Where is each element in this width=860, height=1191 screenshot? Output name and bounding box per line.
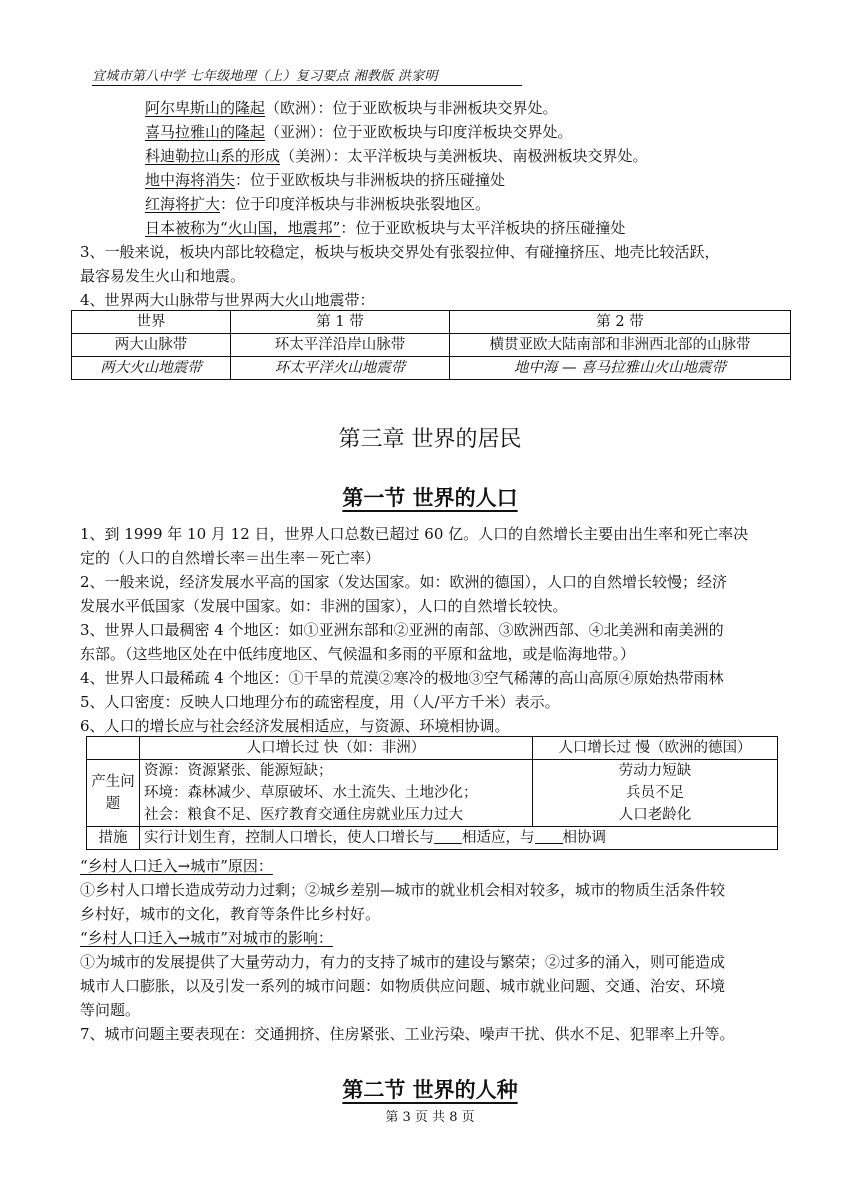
- plate-item: [145, 192, 490, 216]
- plate-term: 科迪勒拉山系的形成: [145, 147, 281, 165]
- blank-line: [535, 829, 563, 844]
- table-row: [87, 827, 778, 850]
- plate-item: [145, 144, 648, 168]
- plate-term: 日本被称为“火山国，地震邦”: [145, 219, 341, 237]
- plate-item: [145, 120, 573, 144]
- table-row: [72, 334, 791, 357]
- list-item: 社会：粮食不足、医疗教育交通住房就业压力过大: [144, 807, 463, 823]
- measure-text: 实行计划生育，控制人口增长，使人口增长与: [144, 830, 434, 846]
- migration-line: ①乡村人口增长造成劳动力过剩；②城乡差别—城市的就业机会相对较多，城市的物质生活条件较: [80, 881, 726, 899]
- table-cell: 环太平洋沿岸山脉带: [231, 334, 450, 357]
- plate-item: [145, 216, 625, 240]
- table-header-cell: 世界: [72, 311, 231, 334]
- plate-term: 地中海将消失: [145, 171, 236, 189]
- plate-desc: ：位于印度洋板块与非洲板块张裂地区。: [220, 195, 491, 213]
- measure-text: 相协调: [562, 830, 606, 846]
- blank-line: [434, 829, 462, 844]
- pop-line: 2、一般来说，经济发展水平高的国家（发达国家。如：欧洲的德国），人口的自然增长较慢；经济: [80, 573, 728, 591]
- growth-table: [86, 736, 778, 850]
- pop-line: 5、人口密度：反映人口地理分布的疏密程度，用（人/平方千米）表示。: [80, 693, 560, 711]
- section-title: 第一节 世界的人口: [342, 485, 518, 510]
- plate-term: 红海将扩大: [145, 195, 221, 213]
- table-header-cell: 人口增长过 慢（欧洲的德国）: [533, 737, 778, 760]
- chapter-title: 第三章 世界的居民: [338, 427, 522, 452]
- migration-line: 等问题。: [80, 1001, 141, 1019]
- page-header: 宜城市第八中学 七年级地理（上）复习要点 湘教版 洪家明: [92, 65, 522, 86]
- pop-line: 1、到 1999 年 10 月 12 日，世界人口总数已超过 60 亿。人口的自然增长主要由出生率和死亡率决: [80, 525, 749, 543]
- pop-line: 4、世界人口最稀疏 4 个地区：①干旱的荒漠②寒冷的极地③空气稀薄的高山高原④原始热带雨林: [80, 669, 724, 687]
- list-item: 劳动力短缺: [618, 763, 692, 779]
- table-row: [87, 760, 778, 827]
- table-row-label: 措施: [87, 827, 140, 850]
- pop-line: 东部。（这些地区处在中低纬度地区、气候温和多雨的平原和盆地，或是临海地带。）: [80, 645, 636, 663]
- plate-item: [145, 96, 558, 120]
- table-cell: 地中海 — 喜马拉雅山火山地震带: [450, 357, 791, 380]
- paragraph-4: 4、世界两大山脉带与世界两大火山地震带：: [80, 291, 375, 309]
- belt-table: [71, 310, 791, 380]
- paragraph-3-line2: 最容易发生火山和地震。: [80, 267, 246, 285]
- plate-desc: ：位于亚欧板块与非洲板块的挤压碰撞处: [235, 171, 506, 189]
- pop-line: 3、世界人口最稠密 4 个地区：如①亚洲东部和②亚洲的南部、③欧洲西部、④北美洲和南美洲的: [80, 621, 724, 639]
- list-item: 资源：资源紧张、能源短缺；: [144, 763, 333, 779]
- paragraph-3-line1: 3、一般来说，板块内部比较稳定，板块与板块交界处有张裂拉伸、有碰撞挤压、地壳比较活跃，: [80, 243, 720, 261]
- plate-term: 喜马拉雅山的隆起: [145, 123, 266, 141]
- pop-line: 6、人口的增长应与社会经济发展相适应，与资源、环境相协调。: [80, 717, 510, 735]
- list-item: 人口老龄化: [618, 807, 692, 823]
- table-cell: [533, 760, 778, 827]
- table-cell: 两大火山地震带: [72, 357, 231, 380]
- section-title: 第二节 世界的人种: [342, 1077, 518, 1102]
- table-cell: [140, 827, 778, 850]
- plate-desc: （亚洲）：位于亚欧板块与印度洋板块交界处。: [265, 123, 573, 141]
- pop-line: 定的（人口的自然增长率＝出生率－死亡率）: [80, 549, 381, 567]
- table-row: [87, 737, 778, 760]
- migration-heading: “乡村人口迁入→城市”原因：: [80, 857, 273, 875]
- migration-line: 7、城市问题主要表现在：交通拥挤、住房紧张、工业污染、噪声干扰、供水不足、犯罪率上升等。: [80, 1025, 735, 1043]
- table-row: [72, 357, 791, 380]
- plate-desc: （美洲）：太平洋板块与美洲板块、南极洲板块交界处。: [280, 147, 648, 165]
- table-header-cell: 人口增长过 快（如：非洲）: [140, 737, 533, 760]
- table-cell: [87, 737, 140, 760]
- table-row: [72, 311, 791, 334]
- table-cell: 横贯亚欧大陆南部和非洲西北部的山脉带: [450, 334, 791, 357]
- plate-desc: （欧洲）：位于亚欧板块与非洲板块交界处。: [265, 99, 558, 117]
- table-cell: [140, 760, 533, 827]
- table-cell: 环太平洋火山地震带: [231, 357, 450, 380]
- plate-term: 阿尔卑斯山的隆起: [145, 99, 266, 117]
- plate-item: [145, 168, 505, 192]
- migration-line: 城市人口膨胀，以及引发一系列的城市问题：如物质供应问题、城市就业问题、交通、治安、环境: [80, 977, 726, 995]
- list-item: 环境：森林减少、草原破坏、水土流失、土地沙化；: [144, 785, 478, 801]
- table-cell: 两大山脉带: [72, 334, 231, 357]
- page-footer: 第 3 页 共 8 页: [385, 1110, 475, 1125]
- migration-line: 乡村好，城市的文化，教育等条件比乡村好。: [80, 905, 381, 923]
- table-header-cell: 第 2 带: [450, 311, 791, 334]
- table-header-cell: 第 1 带: [231, 311, 450, 334]
- list-item: 兵员不足: [626, 785, 684, 801]
- measure-text: 相适应，与: [462, 830, 535, 846]
- migration-line: ①为城市的发展提供了大量劳动力，有力的支持了城市的建设与繁荣；②过多的涌入，则可能造成: [80, 953, 726, 971]
- table-row-label: 产生问题: [87, 760, 140, 827]
- plate-desc: ：位于亚欧板块与太平洋板块的挤压碰撞处: [340, 219, 626, 237]
- migration-heading: “乡村人口迁入→城市”对城市的影响：: [80, 929, 333, 947]
- pop-line: 发展水平低国家（发展中国家。如：非洲的国家），人口的自然增长较快。: [80, 597, 568, 615]
